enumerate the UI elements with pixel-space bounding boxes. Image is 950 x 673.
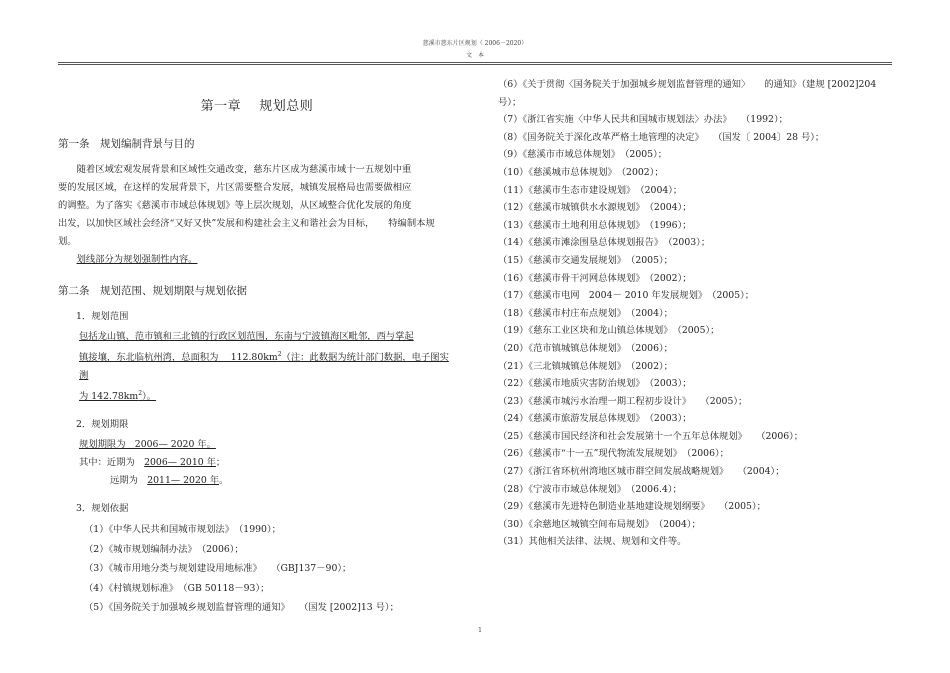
reference-19: （19）《慈东工业区块和龙山镇总体规划》 （2005）； (498, 325, 720, 337)
scope-line-3-text: 为 142.78km (79, 391, 139, 403)
scope-title: 1．规划范围 (76, 311, 129, 322)
header-rule-top (58, 62, 892, 63)
area-unit-superscript-2: 2 (138, 390, 143, 398)
reference-8: （8）《国务院关于深化改革严格土地管理的决定》 （国发〔 2004〕28 号）； (498, 131, 825, 143)
article-1-line-3: 的调整。为了落实《慈溪市市域总体规划》等上层次规划，从区域整合优化发展的角度 (58, 200, 412, 211)
reference-17: （17）《慈溪市电网 2004－ 2010 年发展规划》 （2005）； (498, 290, 755, 302)
scope-line-2-text: 镇接壤，东北临杭州湾，总面积为 112.80km (79, 352, 278, 364)
scope-line-2 (58, 346, 456, 385)
near-term-label: 其中：近期为 (79, 457, 145, 469)
article-1-line-4: 出发，以加快区域社会经济“又好又快”发展和构建社会主义和谐社会为目标， 特编制本规 (58, 218, 435, 229)
reference-20: （20）《范市镇城镇总体规划》 （2006）； (498, 342, 673, 354)
scope-line-3-end: ）。 (142, 391, 157, 403)
far-term-line (58, 472, 456, 490)
reference-4: （4）《村镇规划标准》 （GB 50118－93）； (84, 582, 270, 594)
area-unit-superscript: 2 (277, 351, 282, 358)
reference-14: （14）《慈溪市滩涂围垦总体规划报告》 （2003）； (498, 237, 711, 249)
document-header-subtitle: 文 本 (465, 52, 484, 59)
document-header-title: 慈溪市慈东片区规划（ 2006－2020） (422, 40, 528, 47)
scope-line-1: 包括龙山镇、范市镇和三北镇的行政区划范围，东南与宁波镇海区毗邻，西与掌起 (79, 331, 414, 342)
reference-9: （9）《慈溪市市域总体规划》 （2005）； (498, 149, 668, 161)
near-term-line (58, 454, 456, 472)
page-number: 1 (478, 627, 482, 634)
reference-1: （1）《中华人民共和国城市规划法》 （1990）； (84, 524, 281, 536)
reference-23: （23）《慈溪市城污水治理一期工程初步设计》 （2005）； (498, 395, 748, 407)
reference-11: （11）《慈溪市生态市建设规划》 （2004）； (498, 184, 683, 196)
reference-6-cont: 号）； (498, 96, 522, 108)
far-term-end: 。 (219, 475, 229, 487)
reference-7: （7）《浙江省实施〈中华人民共和国城市规划法〉办法》 （1992）； (498, 114, 788, 126)
reference-21: （21）《三北镇城镇总体规划》 （2002）； (498, 360, 673, 372)
article-1-line-5: 划。 (58, 236, 77, 247)
reference-30: （30）《余慈地区城镇空间布局规划》 （2004）； (498, 518, 701, 530)
near-term-end: ； (215, 457, 226, 469)
left-column (58, 95, 456, 618)
reference-2: （2）《城市规划编制办法》 （2006）； (84, 543, 244, 555)
reference-25: （25）《慈溪市国民经济和社会发展第十一个五年总体规划》 （2006）； (498, 430, 804, 442)
far-term-value: 2011— 2020 年 (147, 475, 220, 487)
period-line: 规划期限为 2006— 2020 年。 (79, 439, 216, 451)
reference-27: （27）《浙江省环杭州湾地区城市群空间发展战略规划》 （2004）； (498, 466, 785, 478)
article-1-line-2: 要的发展区域，在这样的发展背景下，片区需要整合发展，城镇发展格局也需要做相应 (58, 182, 412, 193)
article-1-line-1: 随着区域宏观发展背景和区域性交通改变，慈东片区成为慈溪市域十一五规划中重 (76, 164, 412, 175)
right-column (498, 76, 898, 551)
reference-24: （24）《慈溪市旅游发展总体规划》 （2003）； (498, 413, 692, 425)
scope-line-3 (58, 385, 456, 406)
reference-3: （3）《城市用地分类与规划建设用地标准》 （GBJ137－90）； (84, 563, 352, 575)
near-term-value: 2006— 2010 年 (144, 457, 216, 469)
basis-title: 3．规划依据 (76, 503, 129, 515)
period-title: 2．规划期限 (76, 419, 129, 431)
reference-15: （15）《慈溪市交通发展规划》 （2005）； (498, 254, 673, 266)
far-term-label: 远期为 (110, 475, 148, 487)
reference-31: （31）其他相关法律、法规、规划和文件等。 (498, 536, 687, 548)
reference-12: （12）《慈溪市城镇供水水源规划》 （2004）； (498, 202, 692, 214)
reference-10: （10）《慈溪城市总体规划》 （2002）； (498, 166, 664, 178)
reference-22: （22）《慈溪市地质灾害防治规划》 （2003）； (498, 378, 692, 390)
reference-5: （5）《国务院关于加强城乡规划监督管理的通知》 （国发 [2002]13 号）； (84, 602, 399, 614)
article-1-title: 第一条 规划编制背景与目的 (58, 138, 195, 150)
header-rule-bottom (58, 64, 892, 65)
reference-13: （13）《慈溪市土地利用总体规划》 （1996）； (498, 219, 692, 231)
scope-line-2-note: （注：此数据为统计部门数据，电子图实测 (79, 352, 449, 382)
reference-18: （18）《慈溪市村庄布点规划》 （2004）； (498, 307, 673, 319)
article-2-title: 第二条 规划范围、规划期限与规划依据 (58, 285, 247, 297)
reference-28: （28）《宁波市市域总体规划》 （2006.4）； (498, 483, 682, 495)
chapter-title: 第一章 规划总则 (200, 99, 314, 114)
mandatory-content-note-text: 划线部分为规划强制性内容。 (76, 254, 198, 265)
mandatory-content-note (58, 251, 456, 269)
reference-16: （16）《慈溪市骨干河网总体规划》 （2002）； (498, 272, 692, 284)
reference-6: （6）《关于贯彻〈国务院关于加强城乡规划监督管理的通知〉 的通知》（建规 [2002]204 (498, 79, 877, 90)
reference-26: （26）《慈溪市“十一五”现代物流发展规划》 （2006）； (498, 448, 729, 460)
reference-29: （29）《慈溪市先进特色制造业基地建设规划纲要》 （2005）； (498, 501, 766, 513)
